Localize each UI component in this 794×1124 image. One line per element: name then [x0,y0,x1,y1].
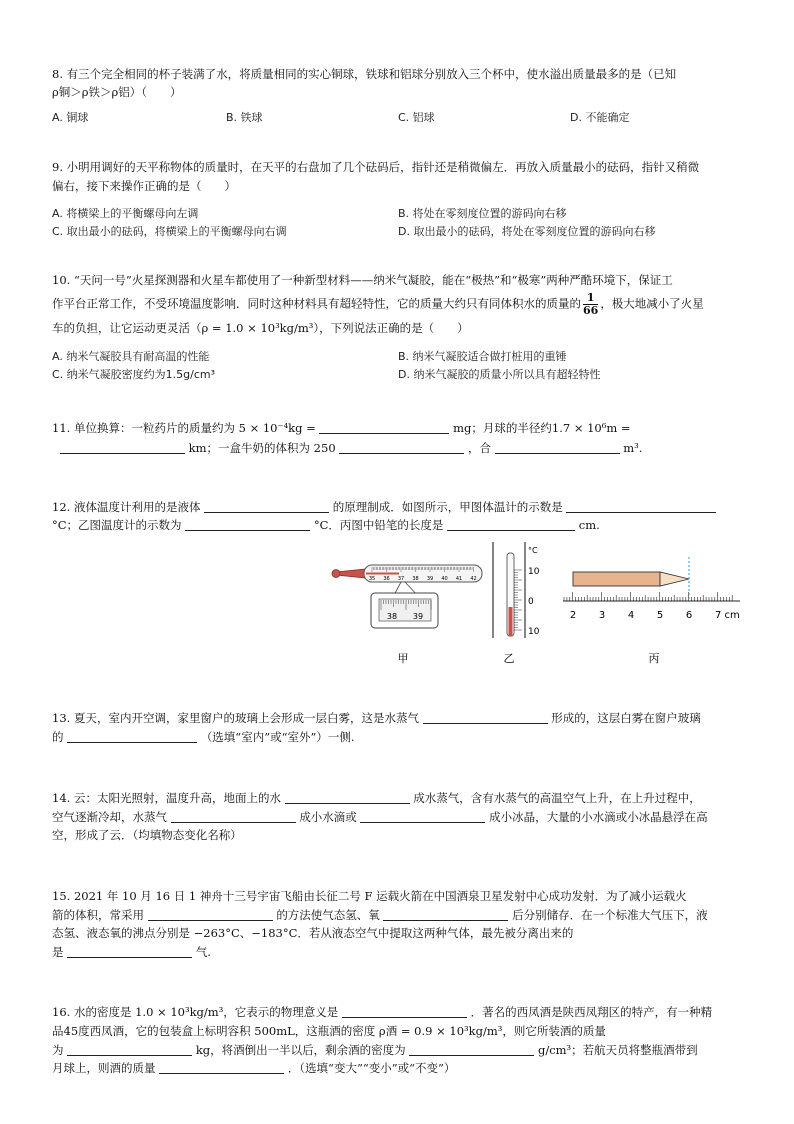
clinical-tick-label: 36 [383,576,390,582]
q13-blank-process[interactable] [423,711,548,724]
q10-fraction-denominator: 66 [583,304,599,317]
q9-stem-line1: 9. 小明用调好的天平称物体的质量时，在天平的右盘加了几个砝码后，指针还是稍微偏左．再放入质量最小的砝码，指针又稍微 [52,160,700,174]
q16-line4 [52,1060,455,1076]
ruler-label-6: 6 [685,610,693,621]
q8-option-d: D. 不能确定 [570,111,630,124]
q9-option-a: A. 将横梁上的平衡螺母向左调 [52,207,199,220]
q11-text-4: ，合 [467,441,491,455]
q16-line1 [52,1004,712,1020]
q16-blank-moon[interactable] [159,1061,284,1074]
ruler-label-5: 5 [656,610,664,621]
q14-line3: 空，形成了云．（均填物态变化名称） [52,828,242,842]
q15-text-2: 箭的体积，常采用 [52,908,144,922]
q14-line1 [52,790,701,806]
q14-blank-2[interactable] [171,810,296,823]
thermo-unit: °C [528,546,538,555]
q10-stem-line2-b: ，极大地减小了火星 [600,296,704,311]
q11-text-3: km；一盒牛奶的体积为 250 [188,441,336,455]
q15-blank-gas[interactable] [67,945,192,958]
q14-text-1: 14. 云：太阳光照射，温度升高，地面上的水 [52,791,281,805]
q14-text-3: 空气逐渐冷却，水蒸气 [52,810,167,824]
q16-blank-mass[interactable] [67,1043,192,1056]
q10-fraction-numerator: 1 [583,292,598,305]
q13-line2 [52,729,354,745]
q9-option-d: D. 取出最小的砝码，将处在零刻度位置的游码向右移 [398,225,656,238]
pencil-tip [660,572,689,586]
q15-text-3: 的方法使气态氢、氧 [276,908,380,922]
q16-text-7: 月球上，则酒的质量 [52,1061,156,1075]
figure-caption-bing: 丙 [648,652,660,665]
q12-text-3: °C；乙图温度计的示数为 [52,518,182,532]
clinical-tick-label: 39 [426,576,434,582]
clinical-thermometer [332,565,482,628]
q15-blank-method[interactable] [148,908,273,921]
zoom-tick-label-39: 39 [412,612,424,621]
q8-option-a: A. 铜球 [52,111,89,124]
q13-line1 [52,710,701,726]
thermometer-bulb-tip [332,570,340,578]
q14-line2 [52,809,708,825]
ruler-label-3: 3 [598,610,606,621]
q15-line1: 15. 2021 年 10 月 16 日 1 神舟十三号宇宙飞船由长征二号 F 运载火箭在中国酒泉卫星发射中心成功发射．为了减小运载火 [52,889,687,903]
q9-stem-line2: 偏右，接下来操作正确的是（ ） [52,179,236,193]
ruler-scale [564,592,732,601]
thermometer-bulb [336,569,366,578]
thermo-scale [514,570,522,630]
q16-line3 [52,1042,698,1058]
q12-text-5: cm. [578,518,600,532]
q14-blank-1[interactable] [285,791,410,804]
q10-option-a: A. 纳米气凝胶具有耐高温的性能 [52,350,210,363]
clinical-tick-label: 38 [412,576,419,582]
q15-text-7: 气. [195,945,211,959]
q8-stem-line1: 8. 有三个完全相同的杯子装满了水，将质量相同的实心铜球，铁球和铝球分别放入三个杯中，使水溢出质量最多的是（已知 [52,67,677,81]
thermo-tick-label-10-top: 10 [528,567,540,577]
pencil-ruler [563,557,740,621]
q15-line3: 态氢、液态氧的沸点分别是 −263°C、−183°C．若从液态空气中提取这两种气体，最先被分离出来的 [52,926,574,940]
q14-blank-3[interactable] [360,810,485,823]
q16-blank-density[interactable] [409,1043,534,1056]
q16-line2: 品45度西凤酒，它的包装盒上标明容积 500mL，这瓶酒的密度 ρ酒 = 0.9 × 10³kg/m³，则它所装酒的质量 [52,1024,606,1038]
q15-blank-process[interactable] [383,908,508,921]
q12-text-2: 的原理制成．如图所示，甲图体温计的示数是 [332,500,563,514]
ruler-label-7cm: 7 cm [715,610,740,621]
q15-text-4: 后分别储存．在一个标准大气压下，液 [512,908,708,922]
clinical-tick-label: 41 [455,576,463,582]
q14-text-4: 成小水滴或 [299,810,357,824]
thermo-tick-label-10-bottom: 10 [528,627,540,637]
q14-text-2: 成水蒸气，含有水蒸气的高温空气上升，在上升过程中， [413,791,701,805]
ruler-label-2: 2 [569,610,577,621]
clinical-tick-label: 40 [441,576,448,582]
q16-text-2: ．著名的西凤酒是陕西凤翔区的特产，有一种精 [470,1005,713,1019]
figure-caption-yi: 乙 [503,652,515,665]
q10-stem-line3: 车的负担，让它运动更灵活（ρ = 1.0 × 10³kg/m³），下列说法正确的是（ ） [52,321,469,335]
q15-line4 [52,944,211,960]
figure-caption-jia: 甲 [397,652,409,665]
q13-blank-side[interactable] [67,730,197,743]
q10-option-d: D. 纳米气凝胶的质量小所以具有超轻特性 [398,368,601,381]
q15-text-6: 是 [52,945,64,959]
q16-text-6: g/cm³；若航天员将整瓶酒带到 [537,1043,698,1057]
q9-option-c: C. 取出最小的砝码，将横梁上的平衡螺母向右调 [52,225,287,238]
q8-option-b: B. 铁球 [226,111,263,124]
q11-text-1: 11. 单位换算：一粒药片的质量约为 5 × 10⁻⁴kg = [52,421,316,435]
q13-text-3: 的 [52,730,64,744]
q10-stem-line1: 10. “天问一号”火星探测器和火星车都使用了一种新型材料——纳米气凝胶，能在“极热”和“极寒”两种严酷环境下，保证工 [52,273,673,287]
thermo-tick-label-0: 0 [528,597,534,607]
q10-option-b: B. 纳米气凝胶适合做打桩用的重锤 [398,350,567,363]
clinical-tick-label: 37 [397,576,405,582]
q9-option-b: B. 将处在零刻度位置的游码向右移 [398,207,567,220]
pencil-body [573,572,660,586]
ruler-label-4: 4 [627,610,635,621]
q13-text-2: 形成的，这层白雾在窗户玻璃 [551,711,701,725]
q16-text-8: ．（选填“变大”“变小”或“不变”） [287,1061,456,1075]
q13-text-4: （选填“室内”或“室外”）一侧. [200,730,355,744]
q12-text-4: °C．丙图中铅笔的长度是 [313,518,444,532]
q14-text-5: 成小冰晶，大量的小水滴或小冰晶悬浮在高 [489,810,708,824]
q12-text-1: 12. 液体温度计利用的是液体 [52,500,201,514]
thermo-liquid-column [509,607,513,636]
q16-text-1: 16. 水的密度是 1.0 × 10³kg/m³，它表示的物理意义是 [52,1005,339,1019]
liquid-thermometer [493,542,540,638]
q11-text-5: m³. [623,441,643,455]
q15-line2 [52,907,708,923]
q13-text-1: 13. 夏天，室内开空调，家里窗户的玻璃上会形成一层白雾，这是水蒸气 [52,711,419,725]
q16-text-4: 为 [52,1043,64,1057]
q11-text-2: mg；月球的半径约1.7 × 10⁶m = [453,421,631,435]
clinical-tick-label: 42 [470,576,477,582]
q16-blank-meaning[interactable] [342,1005,467,1018]
clinical-tick-label: 35 [368,576,376,582]
q8-option-c: C. 铝球 [398,111,435,124]
zoom-tick-label-38: 38 [386,612,398,621]
q8-stem-line2: ρ铜＞ρ铁＞ρ铝）（ ） [52,85,182,99]
q16-text-5: kg，将酒倒出一半以后，剩余酒的密度为 [195,1043,406,1057]
q10-stem-line2-a: 作平台正常工作，不受环境温度影响．同时这种材料具有超轻特性，它的质量大约只有同体积水的质量的 [52,296,581,311]
q10-option-c: C. 纳米气凝胶密度约为1.5g/cm³ [52,368,216,381]
